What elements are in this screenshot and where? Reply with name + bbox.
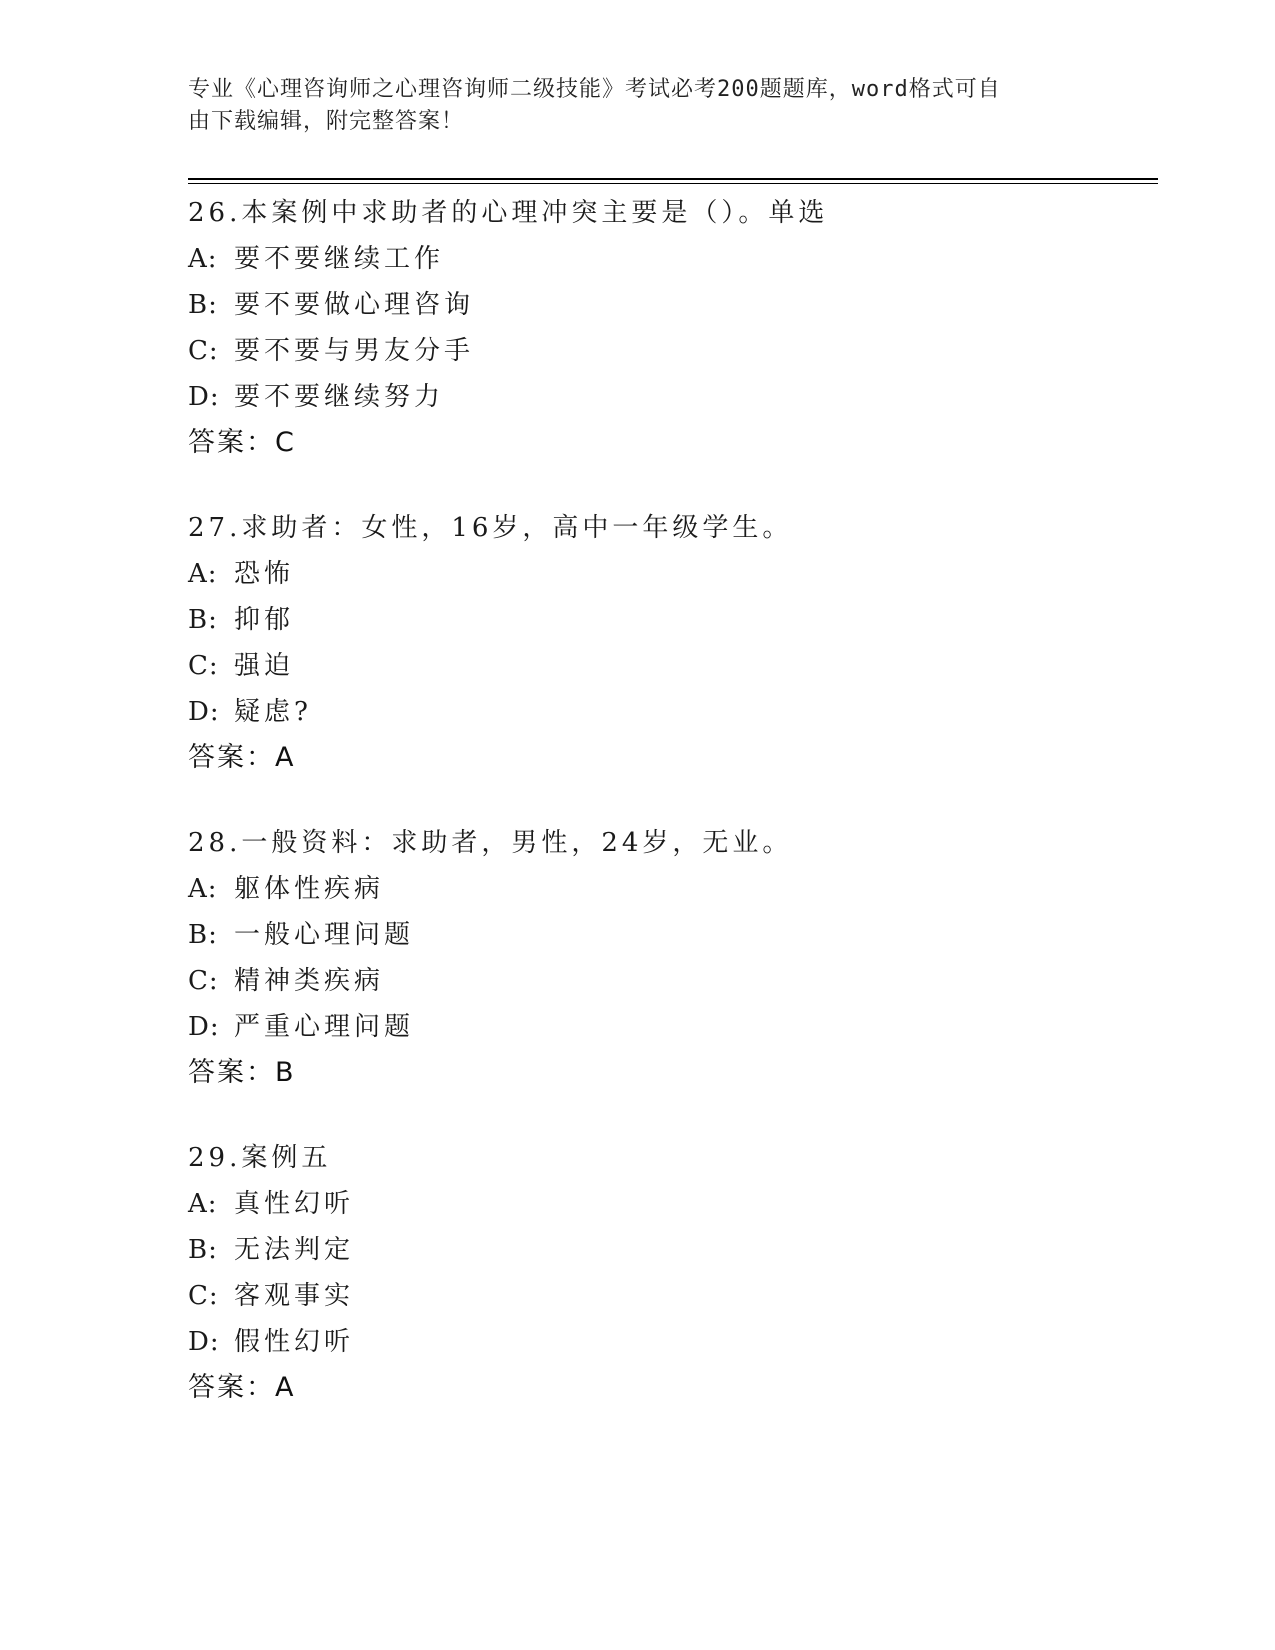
option-text: 严重心理问题: [234, 1012, 415, 1042]
option-b: [188, 597, 1158, 643]
option-key: C:: [188, 966, 219, 996]
option-key: C:: [188, 651, 219, 681]
option-b: [188, 282, 1158, 328]
option-key: D:: [188, 382, 220, 412]
question-26: [188, 190, 1158, 466]
option-d: [188, 1319, 1158, 1365]
option-key: A:: [188, 244, 218, 274]
question-stem: 27.求助者：女性，16岁，高中一年级学生。: [188, 513, 793, 543]
option-text: 无法判定: [234, 1235, 355, 1265]
answer: 答案：B: [188, 1057, 296, 1088]
option-key: A:: [188, 1189, 218, 1219]
option-c: [188, 643, 1158, 689]
option-text: 疑虑?: [234, 697, 312, 727]
option-key: B:: [188, 290, 218, 320]
option-a: [188, 1181, 1158, 1227]
option-text: 一般心理问题: [234, 920, 415, 950]
header-line-2: 由下载编辑，附完整答案！: [188, 109, 465, 134]
question-29: [188, 1135, 1158, 1411]
option-text: 要不要继续工作: [234, 244, 445, 274]
option-a: [188, 551, 1158, 597]
option-c: [188, 958, 1158, 1004]
question-stem: 29.案例五: [188, 1143, 332, 1173]
option-text: 精神类疾病: [234, 966, 385, 996]
answer: 答案：C: [188, 427, 296, 458]
option-d: [188, 689, 1158, 735]
option-key: D:: [188, 1012, 220, 1042]
option-b: [188, 912, 1158, 958]
question-list: [188, 190, 1158, 1450]
header-divider-thin: [188, 183, 1158, 184]
document-header: [188, 74, 1068, 138]
option-text: 躯体性疾病: [234, 874, 385, 904]
option-key: B:: [188, 605, 218, 635]
option-d: [188, 1004, 1158, 1050]
question-28: [188, 820, 1158, 1096]
option-text: 假性幻听: [234, 1327, 355, 1357]
option-d: [188, 374, 1158, 420]
option-text: 强迫: [234, 651, 295, 681]
option-text: 真性幻听: [234, 1189, 355, 1219]
header-divider-thick: [188, 178, 1158, 180]
option-text: 要不要与男友分手: [234, 336, 475, 366]
option-a: [188, 236, 1158, 282]
question-27: [188, 505, 1158, 781]
option-c: [188, 328, 1158, 374]
header-line-1: 专业《心理咨询师之心理咨询师二级技能》考试必考200题题库，word格式可自: [188, 77, 1001, 102]
option-text: 要不要继续努力: [234, 382, 445, 412]
question-stem: 26.本案例中求助者的心理冲突主要是（）。单选: [188, 198, 829, 228]
option-text: 要不要做心理咨询: [234, 290, 475, 320]
option-text: 客观事实: [234, 1281, 355, 1311]
option-b: [188, 1227, 1158, 1273]
option-key: B:: [188, 1235, 218, 1265]
answer: 答案：A: [188, 742, 296, 773]
option-key: B:: [188, 920, 218, 950]
option-key: A:: [188, 559, 218, 589]
option-key: A:: [188, 874, 218, 904]
option-key: D:: [188, 1327, 220, 1357]
option-text: 抑郁: [234, 605, 295, 635]
option-c: [188, 1273, 1158, 1319]
option-text: 恐怖: [234, 559, 295, 589]
question-stem: 28.一般资料：求助者，男性，24岁，无业。: [188, 828, 793, 858]
option-key: D:: [188, 697, 220, 727]
option-a: [188, 866, 1158, 912]
option-key: C:: [188, 1281, 219, 1311]
answer: 答案：A: [188, 1372, 296, 1403]
option-key: C:: [188, 336, 219, 366]
